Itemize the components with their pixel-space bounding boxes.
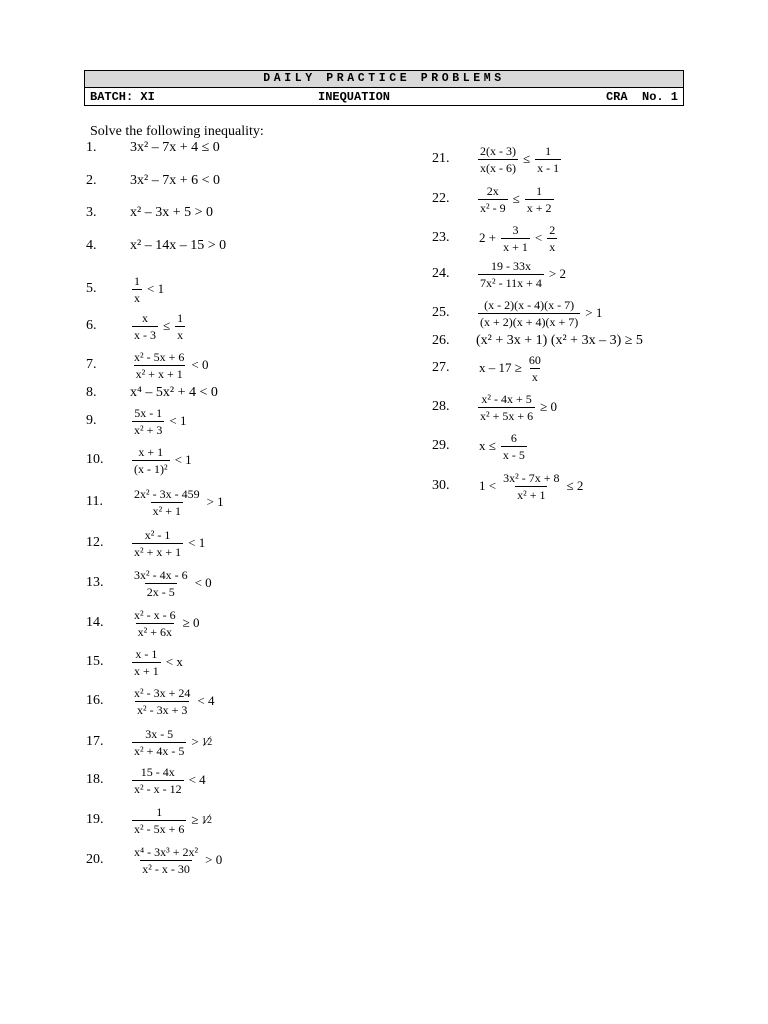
problem-item	[432, 254, 569, 294]
fraction-numerator: 2	[549, 222, 556, 237]
fraction-denominator: x	[134, 290, 140, 305]
fraction-numerator: 19 - 33x	[490, 258, 531, 273]
fraction-denominator: x - 3	[134, 327, 156, 342]
problem-item	[432, 218, 559, 258]
fraction-denominator: x + 1	[503, 239, 528, 254]
expression-rest: > 0	[205, 852, 223, 867]
expression-prefix: 1 <	[479, 478, 497, 493]
problem-number: 2.	[86, 173, 97, 188]
problem-number: 14.	[86, 615, 104, 630]
problem-expression	[476, 333, 643, 349]
problem-item	[86, 800, 212, 840]
problem-expression	[130, 647, 186, 678]
fraction-denominator: x² - 5x + 6	[134, 821, 185, 836]
problem-expression	[130, 528, 208, 559]
fraction-denominator: x² + 1	[152, 503, 181, 518]
problem-expression	[130, 274, 167, 305]
problem-expression	[476, 431, 529, 462]
fraction	[132, 608, 178, 639]
fraction	[132, 686, 192, 717]
expression-rest: < 1	[169, 413, 187, 428]
fraction-numerator: 15 - 4x	[140, 764, 175, 779]
problem-number: 15.	[86, 654, 104, 669]
fraction-numerator: 3	[512, 222, 519, 237]
fraction	[527, 353, 543, 384]
problem-expression	[476, 353, 545, 384]
fraction-denominator: x(x - 6)	[480, 160, 516, 175]
fraction-numerator: 1	[134, 273, 140, 288]
problem-expression	[130, 385, 218, 401]
expression-rest: ≥	[191, 812, 199, 827]
fraction-denominator: x - 5	[502, 447, 525, 462]
relation-symbol: ≤	[163, 318, 171, 333]
fraction-numerator: 3x - 5	[145, 726, 174, 741]
slashed-fraction-denominator: 2	[207, 736, 213, 748]
problem-item	[86, 269, 167, 309]
fraction	[132, 727, 186, 758]
expression-prefix: 2 +	[479, 230, 497, 245]
problem-expression	[130, 311, 187, 342]
problem-item	[86, 563, 215, 603]
problem-expression	[130, 608, 202, 639]
expression-rest: ≥ 0	[540, 399, 558, 414]
slashed-fraction	[202, 812, 213, 829]
fraction-denominator: x	[549, 239, 556, 254]
expression-prefix: x – 17 ≥	[479, 360, 522, 375]
fraction-numerator: 2x² - 3x - 459	[134, 486, 200, 501]
problem-number: 8.	[86, 385, 97, 400]
fraction-numerator: x - 1	[135, 646, 158, 661]
fraction-numerator: 2x	[486, 183, 499, 198]
problem-item	[432, 387, 560, 427]
expression-rest: > 2	[548, 266, 567, 281]
problem-number: 4.	[86, 238, 97, 253]
fraction-numerator: x² - 4x + 5	[481, 391, 532, 406]
expression-text: x⁴ – 5x² + 4 < 0	[130, 385, 218, 400]
problem-item	[86, 722, 212, 762]
fraction	[478, 184, 508, 215]
problem-number: 16.	[86, 693, 104, 708]
problem-number: 1.	[86, 140, 97, 155]
problem-expression	[476, 223, 559, 254]
fraction	[175, 311, 185, 342]
fraction-numerator: 5x - 1	[134, 405, 163, 420]
fraction-numerator: 1	[545, 143, 552, 158]
relation-symbol: <	[534, 230, 543, 245]
fraction-denominator: 2x - 5	[146, 584, 175, 599]
problem-number: 3.	[86, 205, 97, 220]
problem-item	[86, 840, 225, 880]
problem-number: 17.	[86, 734, 104, 749]
fraction	[501, 223, 530, 254]
problem-expression	[130, 765, 209, 796]
slashed-fraction	[202, 734, 213, 751]
problem-expression	[130, 445, 195, 476]
problem-expression	[476, 259, 569, 290]
expression-rest: < x	[165, 654, 183, 669]
problem-expression	[130, 140, 220, 156]
fraction	[478, 144, 518, 175]
fraction	[501, 471, 561, 502]
fraction-denominator: x² - x - 30	[142, 861, 190, 876]
fraction	[132, 274, 142, 305]
problem-expression	[476, 184, 556, 215]
problem-expression	[130, 805, 212, 836]
problem-number: 18.	[86, 772, 104, 787]
problem-number: 6.	[86, 318, 97, 333]
problem-item	[86, 681, 217, 721]
problem-item	[86, 642, 186, 682]
problem-number: 26.	[432, 333, 450, 348]
fraction-denominator: (x + 2)(x + 4)(x + 7)	[480, 314, 579, 329]
expression-rest: < 1	[147, 281, 165, 296]
expression-text: 3x² – 7x + 4 ≤ 0	[130, 140, 220, 155]
expression-text: x² – 14x – 15 > 0	[130, 238, 227, 253]
fraction	[132, 311, 158, 342]
fraction-slash: ⁄	[205, 811, 209, 828]
fraction	[132, 487, 202, 518]
problem-number: 25.	[432, 305, 450, 320]
fraction-numerator: x	[142, 310, 148, 325]
problem-number: 12.	[86, 535, 104, 550]
problem-item	[432, 179, 556, 219]
fraction-numerator: x² - 3x + 24	[134, 685, 191, 700]
fraction-denominator: x² + 5x + 6	[480, 408, 534, 423]
fraction	[478, 259, 544, 290]
fraction-slash: ⁄	[205, 733, 209, 750]
problem-expression	[476, 144, 563, 175]
instruction-text: Solve the following inequality:	[90, 124, 264, 139]
expression-rest: ≤ 2	[566, 478, 584, 493]
fraction	[525, 184, 554, 215]
fraction	[132, 805, 186, 836]
problem-item	[86, 306, 187, 346]
expression-text: x² – 3x + 5 > 0	[130, 205, 213, 220]
fraction-numerator: (x - 2)(x - 4)(x - 7)	[484, 297, 575, 312]
problem-item	[86, 523, 208, 563]
problem-expression	[130, 406, 189, 437]
problem-number: 20.	[86, 852, 104, 867]
problem-item	[86, 401, 189, 441]
problem-expression	[130, 845, 225, 876]
expression-rest: > 1	[585, 305, 603, 320]
expression-rest: < 1	[188, 535, 206, 550]
problem-expression	[130, 173, 220, 189]
problem-number: 9.	[86, 413, 97, 428]
slashed-fraction-numerator: 1	[201, 736, 207, 748]
problem-item	[432, 466, 586, 506]
fraction-denominator: x - 1	[537, 160, 560, 175]
fraction	[132, 445, 170, 476]
expression-rest: >	[191, 734, 199, 749]
expression-rest: ≥ 0	[182, 615, 200, 630]
problem-expression	[130, 487, 227, 518]
fraction-denominator: x	[177, 327, 184, 342]
header-batch: BATCH: XI	[90, 90, 155, 104]
expression-rest: < 4	[188, 772, 206, 787]
header-topic: INEQUATION	[318, 90, 391, 104]
fraction-denominator: x² - x - 12	[134, 781, 182, 796]
fraction-denominator: x² + 3	[134, 422, 163, 437]
header-title: DAILY PRACTICE PROBLEMS	[85, 71, 683, 88]
fraction-denominator: x² + 4x - 5	[134, 743, 185, 758]
fraction-denominator: x² - 9	[480, 200, 506, 215]
relation-symbol: ≤	[523, 151, 531, 166]
problem-item	[86, 482, 227, 522]
header-cra: CRA No. 1	[605, 90, 678, 104]
relation-symbol: ≤	[512, 191, 520, 206]
fraction-numerator: 6	[510, 430, 517, 445]
problem-number: 19.	[86, 812, 104, 827]
fraction-numerator: 3x² - 4x - 6	[134, 567, 188, 582]
slashed-fraction-denominator: 2	[207, 814, 213, 826]
fraction-numerator: x² - 1	[144, 527, 171, 542]
problem-number: 21.	[432, 151, 450, 166]
fraction-numerator: 1	[536, 183, 543, 198]
expression-text: 3x² – 7x + 6 < 0	[130, 173, 220, 188]
problem-item	[86, 440, 195, 480]
problem-expression	[130, 727, 212, 758]
fraction-numerator: x + 1	[138, 444, 164, 459]
fraction	[132, 406, 164, 437]
fraction-denominator: x² - 3x + 3	[137, 702, 188, 717]
problem-number: 10.	[86, 452, 104, 467]
fraction	[547, 223, 557, 254]
fraction-numerator: x⁴ - 3x³ + 2x²	[134, 844, 199, 859]
problem-number: 22.	[432, 191, 450, 206]
slashed-fraction-numerator: 1	[201, 814, 207, 826]
fraction-denominator: x	[531, 369, 538, 384]
fraction	[132, 845, 200, 876]
problem-number: 5.	[86, 281, 97, 296]
fraction-numerator: x² - 5x + 6	[134, 349, 185, 364]
expression-rest: < 0	[194, 575, 212, 590]
fraction-denominator: x² + 1	[517, 487, 546, 502]
fraction-denominator: x + 1	[134, 663, 159, 678]
fraction	[132, 528, 183, 559]
fraction	[132, 647, 161, 678]
problem-item	[86, 226, 226, 266]
problem-number: 27.	[432, 360, 450, 375]
fraction-denominator: 7x² - 11x + 4	[480, 275, 542, 290]
fraction-numerator: 2(x - 3)	[480, 143, 516, 158]
fraction-denominator: x + 2	[526, 200, 552, 215]
fraction-denominator: x² + x + 1	[134, 544, 182, 559]
problem-expression	[476, 392, 560, 423]
problem-expression	[130, 205, 213, 221]
fraction	[535, 144, 561, 175]
fraction-numerator: 60	[528, 352, 541, 367]
expression-rest: < 0	[191, 357, 209, 372]
problem-expression	[130, 238, 226, 254]
problem-number: 30.	[432, 478, 450, 493]
problem-item	[432, 348, 545, 388]
fraction	[132, 568, 190, 599]
fraction-denominator: x² + x + 1	[135, 366, 183, 381]
expression-rest: > 1	[206, 494, 224, 509]
fraction	[132, 765, 184, 796]
problem-item	[86, 603, 202, 643]
expression-rest: < 1	[174, 452, 192, 467]
fraction-numerator: x² - x - 6	[134, 607, 176, 622]
problem-number: 24.	[432, 266, 450, 281]
fraction	[478, 392, 535, 423]
fraction-numerator: 3x² - 7x + 8	[503, 470, 560, 485]
fraction-denominator: (x - 1)²	[134, 461, 168, 476]
problem-number: 13.	[86, 575, 104, 590]
fraction-denominator: x² + 6x	[137, 624, 172, 639]
header-box	[84, 70, 684, 106]
header-info-row	[85, 88, 683, 106]
problem-expression	[130, 686, 217, 717]
problem-number: 7.	[86, 357, 97, 372]
problem-number: 29.	[432, 438, 450, 453]
expression-rest: < 4	[197, 693, 215, 708]
problem-expression	[130, 568, 215, 599]
problem-expression	[476, 471, 586, 502]
fraction-numerator: 1	[177, 310, 184, 325]
expression-prefix: x ≤	[479, 438, 496, 453]
problem-item	[432, 426, 529, 466]
fraction	[501, 431, 527, 462]
problem-item	[432, 139, 563, 179]
problem-item	[86, 760, 209, 800]
problem-number: 11.	[86, 494, 103, 509]
fraction-numerator: 1	[156, 804, 163, 819]
expression-text: (x² + 3x + 1) (x² + 3x – 3) ≥ 5	[476, 333, 643, 348]
problem-number: 28.	[432, 399, 450, 414]
problem-number: 23.	[432, 230, 450, 245]
